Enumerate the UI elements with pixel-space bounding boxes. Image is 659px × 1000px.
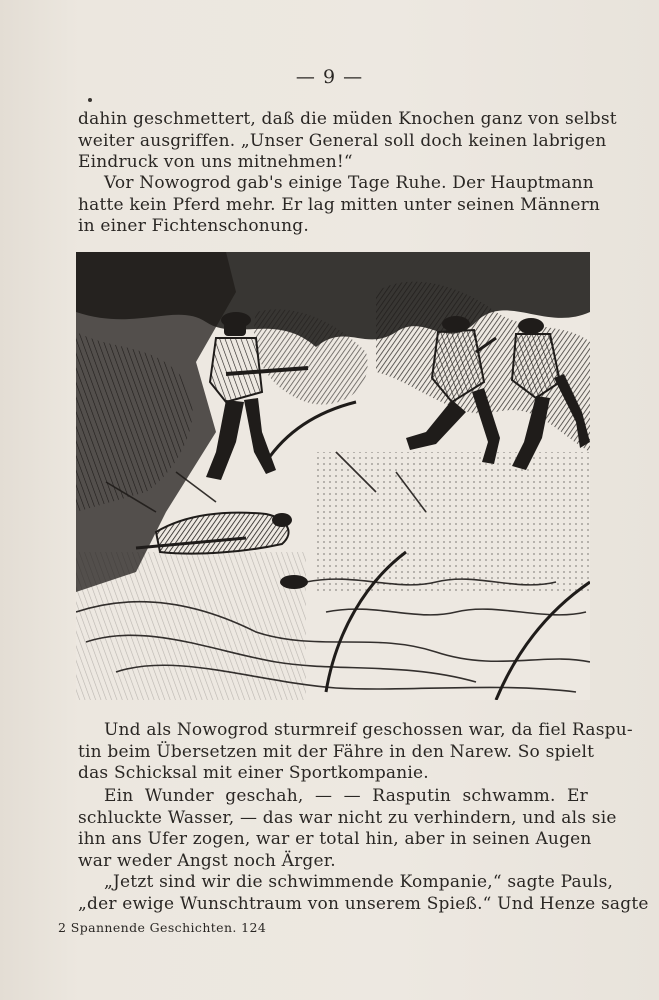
text-line: „der ewige Wunschtraum von unserem Spieß.“ Und Henze sagte <box>78 893 649 914</box>
paragraph-2 <box>78 173 601 238</box>
text-line: Und als Nowogrod sturmreif geschossen war, da fiel Raspu- <box>104 720 633 740</box>
woodcut-illustration <box>76 252 590 700</box>
text-line: weiter ausgriffen. „Unser General soll doch keinen labrigen <box>78 130 607 151</box>
text-line: dahin geschmettert, daß die müden Knochen ganz von selbst <box>78 109 617 129</box>
text-line: tin beim Übersetzen mit der Fähre in den Narew. So spielt <box>78 741 595 762</box>
illustration-svg <box>76 252 590 700</box>
text-line: Ein Wunder geschah, — — Rasputin schwamm. Er <box>104 786 588 806</box>
text-line: das Schicksal mit einer Sportkompanie. <box>78 763 429 783</box>
text-line: ihn ans Ufer zogen, war er total hin, aber in seinen Augen <box>78 829 592 849</box>
paragraph-3 <box>78 720 633 785</box>
text-line: „Jetzt sind wir die schwimmende Kompanie,“ sagte Pauls, <box>104 872 614 892</box>
signature-footnote: 2 Spannende Geschichten. 124 <box>58 920 267 935</box>
text-line: Vor Nowogrod gab's einige Tage Ruhe. Der Hauptmann <box>104 173 594 193</box>
text-line: hatte kein Pferd mehr. Er lag mitten unter seinen Männern <box>78 194 601 215</box>
text-line: war weder Angst noch Ärger. <box>78 850 336 871</box>
paragraph-4 <box>78 786 617 872</box>
paragraph-1 <box>78 109 617 174</box>
paragraph-5 <box>78 872 649 915</box>
page-number: — 9 — <box>295 66 364 88</box>
text-line: Eindruck von uns mitnehmen!“ <box>78 152 353 172</box>
text-line: schluckte Wasser, — das war nicht zu verhindern, und als sie <box>78 807 617 828</box>
text-line: in einer Fichtenschonung. <box>78 216 309 236</box>
ink-speck <box>88 98 92 102</box>
